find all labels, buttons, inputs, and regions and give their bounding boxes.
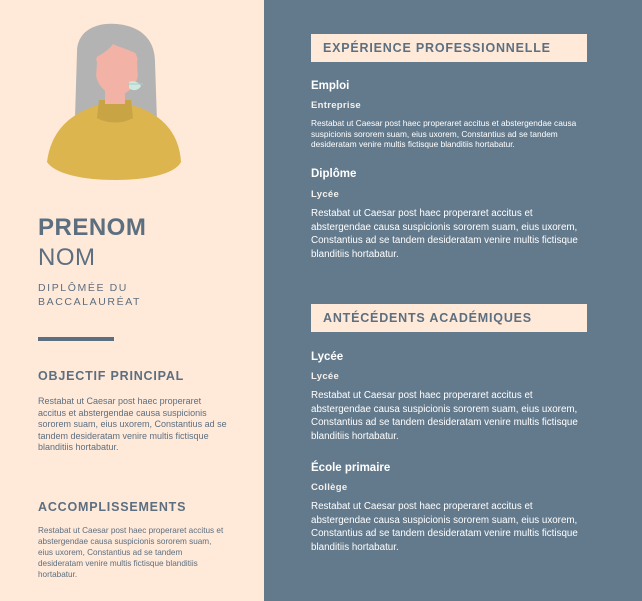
first-name: PRENOM	[38, 214, 147, 241]
education-entry-subtitle: Collège	[311, 482, 348, 493]
experience-entry-title: Diplôme	[311, 168, 357, 180]
experience-entry-text: Restabat ut Caesar post haec properaret accitus et abstergendae causa suspicionis sororem suam, eius uxorem, Constantius ad se tandem desideratam venire multis fictisque blanditiis hortabatur.	[311, 118, 577, 150]
divider	[38, 337, 114, 341]
achievements-heading: ACCOMPLISSEMENTS	[38, 500, 187, 514]
experience-entry-title: Emploi	[311, 80, 350, 92]
objective-heading: OBJECTIF PRINCIPAL	[38, 369, 185, 383]
education-entry-text: Restabat ut Caesar post haec properaret accitus et abstergendae causa suspicionis sororem suam, eius uxorem, Constantius ad se tandem desideratam venire multis fictisque blanditiis hortabatur.	[311, 390, 578, 442]
experience-entry-subtitle: Lycée	[311, 189, 340, 200]
left-sidebar	[0, 0, 264, 601]
degree-title: DIPLÔMÉE DU BACCALAURÉAT	[38, 282, 142, 308]
experience-heading: EXPÉRIENCE PROFESSIONNELLE	[323, 41, 551, 55]
education-entry-title: Lycée	[311, 351, 344, 363]
last-name: NOM	[38, 244, 96, 271]
experience-entry-text: Restabat ut Caesar post haec properaret accitus et abstergendae causa suspicionis sororem suam, eius uxorem, Constantius ad se tandem desideratam venire multis fictisque blanditiis hortabatur.	[311, 208, 578, 260]
education-heading: ANTÉCÉDENTS ACADÉMIQUES	[323, 311, 532, 325]
education-entry-title: École primaire	[311, 462, 391, 474]
woman-avatar-icon	[47, 22, 183, 182]
education-entry-text: Restabat ut Caesar post haec properaret accitus et abstergendae causa suspicionis sororem suam, eius uxorem, Constantius ad se tandem desideratam venire multis fictisque blanditiis hortabatur.	[311, 501, 578, 553]
education-section-header	[311, 304, 587, 332]
education-entry-subtitle: Lycée	[311, 371, 340, 382]
achievements-text: Restabat ut Caesar post haec properaret accitus et abstergendae causa suspicionis sororem suam, eius uxorem, Constantius ad se tandem desideratam venire multis fictisque blanditiis hortabatur.	[38, 526, 224, 579]
objective-text: Restabat ut Caesar post haec properaret accitus et abstergendae causa suspicionis sororem suam, eius uxorem, Constantius ad se tandem desideratam venire multis fictisque blanditiis hortabatur.	[38, 396, 227, 453]
experience-entry-subtitle: Entreprise	[311, 100, 361, 111]
experience-section-header	[311, 34, 587, 62]
